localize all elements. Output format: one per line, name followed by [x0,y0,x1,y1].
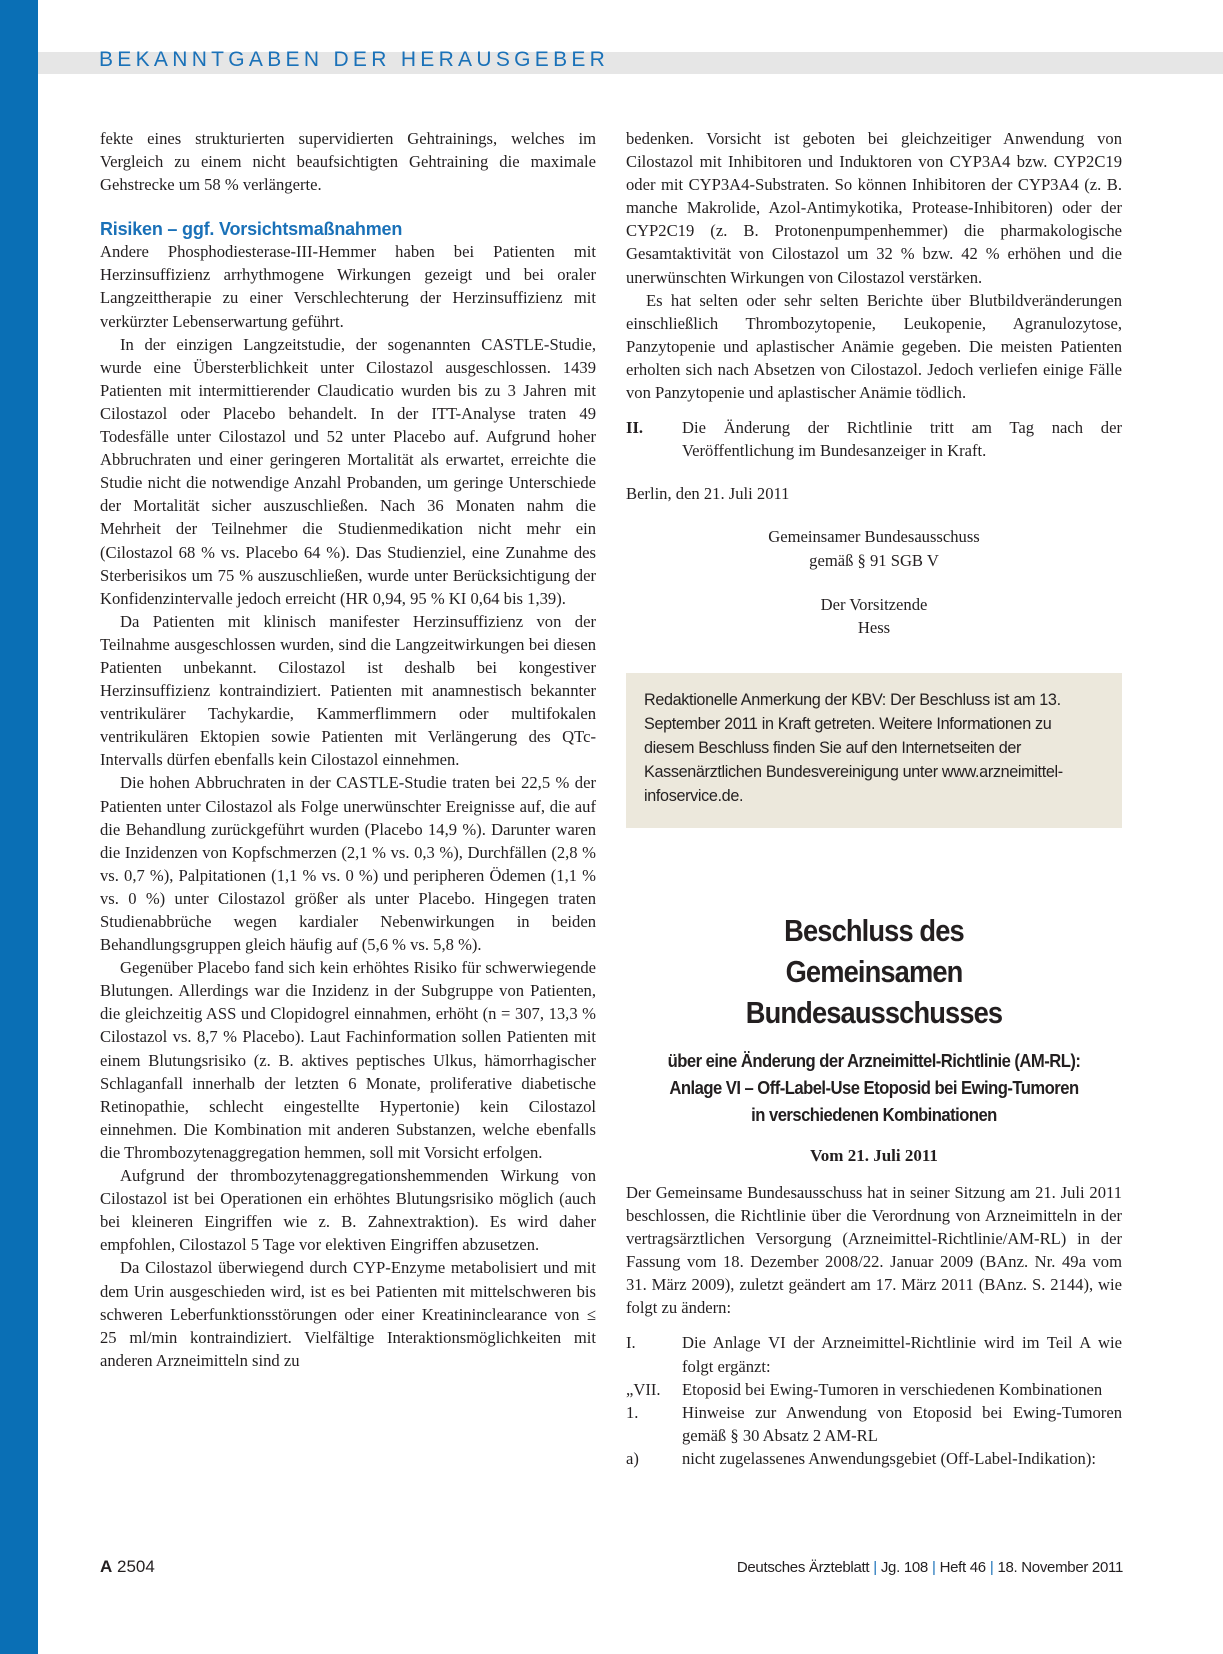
page-number-value: 2504 [117,1557,155,1576]
paragraph: fekte eines strukturierten supervidierten Gehtrainings, welches im Vergleich zu einem nicht beaufsichtigten Gehtraining die maximale Gehstrecke um 58 % verlängerte. [100,129,596,195]
list-item [626,1447,1122,1470]
signature-role: Der Vorsitzende [820,594,928,614]
item-text: Etoposid bei Ewing-Tumoren in verschiedenen Kombinationen [682,1379,1103,1399]
resolution-items [626,1331,1122,1470]
signature-organization: Gemeinsamer Bundesausschuss [768,527,980,547]
paragraph: Es hat selten oder sehr selten Berichte über Blutbildveränderungen einschließlich Thrombozytopenie, Leukopenie, Agranulozytose, Panzytopenie und aplastischer Anämie gegeben. Die meisten Patienten erholten sich nach Absetzen von Cilostazol. Jedoch verliefen einige Fälle von Panzytopenie und aplastischer Anämie tödlich. [626,290,1122,403]
journal-volume: Jg. 108 [880,1559,928,1576]
list-item [626,1331,1122,1377]
paragraph: Da Cilostazol überwiegend durch CYP-Enzyme metabolisiert und mit dem Urin ausgeschieden wird, ist es bei Patienten mit mittelschweren bis schweren Leberfunktionsstörungen oder einer Kreatininclearance von ≤ 25 ml/min kontraindiziert. Vielfältige Interaktionsmöglichkeiten mit anderen Arzneimitteln sind zu [100,1258,596,1370]
editorial-note-box: Redaktionelle Anmerkung der KBV: Der Beschluss ist am 13. September 2011 in Kraft getreten. Weitere Informationen zu diesem Beschluss finden Sie auf den Internetseiten der Kassenärztlichen Bundesvereinigung unter www.arzneimittel-infoservice.de. [626,673,1122,828]
resolution-subtitle [651,1047,1097,1128]
right-column [626,127,1122,1470]
resolution-intro: Der Gemeinsame Bundesausschuss hat in seiner Sitzung am 21. Juli 2011 beschlossen, die Richtlinie über die Verordnung von Arzneimitteln in der vertragsärztlichen Versorgung (Arzneimittel-Richtlinie/AM-RL) in der Fassung vom 18. Dezember 2008/22. Januar 2009 (BAnz. Nr. 49a vom 31. März 2009), zuletzt geändert am 17. März 2011 (BAnz. S. 2144), wie folgt zu ändern: [626,1182,1122,1318]
resolution-date: Vom 21. Juli 2011 [810,1145,938,1165]
resolution-subtitle-line: Anlage VI – Off-Label-Use Etoposid bei Ewing-Tumoren [669,1076,1079,1098]
item-label: 1. [626,1402,639,1422]
signature-name: Hess [857,617,891,637]
page-number [100,1557,155,1577]
separator: | [989,1559,994,1576]
journal-issue: Heft 46 [939,1559,986,1576]
page-prefix: A [100,1557,113,1576]
journal-date: 18. November 2011 [997,1559,1123,1576]
paragraph: bedenken. Vorsicht ist geboten bei gleichzeitiger Anwendung von Cilostazol mit Inhibitoren und Induktoren von CYP3A4 bzw. CYP2C19 oder mit CYP3A4-Substraten. So können Inhibitoren der CYP3A4 (z. B. manche Makrolide, Azol-Antimykotika, Protease-Inhibitoren) oder der CYP2C19 (z. B. Protonenpumpenhemmer) die pharmakologische Gesamtaktivität von Cilostazol um 32 % bzw. 42 % erhöhen und die unerwünschten Wirkungen von Cilostazol verstärken. [626,129,1122,287]
paragraph: Da Patienten mit klinisch manifester Herzinsuffizienz von der Teilnahme ausgeschlossen wurden, sind die Langzeitwirkungen bei diesen Patienten unbekannt. Cilostazol ist deshalb bei kongestiver Herzinsuffizienz kontraindiziert. Patienten mit anamnestisch bekannter ventrikulärer Tachykardie, Kammerflimmern oder multifokalen ventrikulären Ektopien sowie Patienten mit Verlängerung des QTc-Intervalls dürfen ebenfalls kein Cilostazol einnehmen. [100,611,596,770]
item-label: a) [626,1448,639,1468]
separator: | [931,1559,936,1576]
item-text: Die Anlage VI der Arzneimittel-Richtlinie wird im Teil A wie folgt ergänzt: [682,1333,1122,1376]
signature-organization-legal: gemäß § 91 SGB V [809,550,939,570]
resolution-subtitle-line: über eine Änderung der Arzneimittel-Richtlinie (AM-RL): [667,1049,1081,1071]
place-date: Berlin, den 21. Juli 2011 [626,484,790,504]
resolution-subtitle-line: in verschiedenen Kombinationen [751,1103,997,1125]
item-text: nicht zugelassenes Anwendungsgebiet (Off-Label-Indikation): [682,1448,1096,1468]
item-label: I. [626,1333,636,1353]
sidebar-color-bar [0,0,38,1654]
paragraph: Gegenüber Placebo fand sich kein erhöhtes Risiko für schwerwiegende Blutungen. Allerdings war die Inzidenz in der Subgruppe von Patienten, die gleichzeitig ASS und Clopidogrel einnahmen, erhöht (n = 307, 13,3 % Cilostazol vs. 8,7 % Placebo). Laut Fachinformation sollen Patienten mit einem Blutungsrisiko (z. B. aktives peptisches Ulkus, hämorrhagischer Schlaganfall innerhalb der letzten 6 Monate, proliferative diabetische Retinopathie, schlecht eingestellte Hypertonie) kein Cilostazol einnehmen. Die Kombination mit anderen Substanzen, welche ebenfalls die Thrombozytenaggregation hemmen, soll mit Vorsicht erfolgen. [100,958,596,1162]
section-heading: Risiken – ggf. Vorsichtsmaßnahmen [100,219,403,240]
item-text: Die Änderung der Richtlinie tritt am Tag nach der Veröffentlichung im Bundesanzeiger in Kraft. [682,418,1122,461]
paragraph: Andere Phosphodiesterase-III-Hemmer haben bei Patienten mit Herzinsuffizienz arrhythmogene Wirkungen gezeigt und bei oraler Langzeittherapie zu einer Verschlechterung der Herzinsuffizienz mit verkürzter Lebenserwartung geführt. [100,242,596,331]
numbered-item-ii [626,416,1122,462]
item-label: II. [626,418,644,438]
page-section-title: BEKANNTGABEN DER HERAUSGEBER [99,48,610,71]
journal-citation [737,1559,1123,1576]
left-column [100,127,596,1372]
resolution-title-line: Gemeinsamen Bundesausschusses [745,953,1003,1030]
list-item [626,1401,1122,1447]
resolution-title-line: Beschluss des [784,912,964,948]
resolution-title [656,910,1092,1033]
journal-name: Deutsches Ärzteblatt [736,1559,870,1576]
separator: | [873,1559,877,1576]
item-text: Hinweise zur Anwendung von Etoposid bei Ewing-Tumoren gemäß § 30 Absatz 2 AM-RL [682,1402,1122,1445]
item-label: „VII. [626,1379,661,1399]
list-item [626,1378,1122,1401]
paragraph: In der einzigen Langzeitstudie, der sogenannten CASTLE-Studie, wurde eine Übersterblichkeit unter Cilostazol ausgeschlossen. 1439 Patienten mit intermittierender Claudicatio wurden bis zu 3 Jahren mit Cilostazol oder Placebo behandelt. In der ITT-Analyse traten 49 Todesfälle unter Cilostazol und 52 unter Placebo auf. Aufgrund hoher Abbruchraten und einer geringeren Mortalität als erwartet, erreichte die Studie nicht die notwendige Anzahl Probanden, um geringe Unterschiede der Mortalität sicher auszuschließen. Nach 36 Monaten nahm die Mehrheit der Teilnehmer die Studienmedikation nicht mehr ein (Cilostazol 68 % vs. Placebo 64 %). Das Studienziel, eine Zunahme des Sterberisikos um 75 % auszuschließen, wurde unter Berücksichtigung der Konfidenzintervalle jedoch erreicht (HR 0,94, 95 % KI 0,64 bis 1,39). [100,334,596,608]
paragraph: Die hohen Abbruchraten in der CASTLE-Studie traten bei 22,5 % der Patienten unter Cilostazol als Folge unerwünschter Ereignisse auf, die auf die Behandlung zurückgeführt wurden (Placebo 14,9 %). Darunter waren die Inzidenzen von Kopfschmerzen (2,1 % vs. 0,3 %), Durchfällen (2,8 % vs. 0,7 %), Palpitationen (1,1 % vs. 0 %) und peripheren Ödemen (1,1 % vs. 0 %) unter Cilostazol größer als unter Placebo. Hingegen traten Studienabbrüche wegen kardialer Nebenwirkungen in beiden Behandlungsgruppen gleich häufig auf (5,6 % vs. 5,8 %). [100,773,596,955]
paragraph: Aufgrund der thrombozytenaggregationshemmenden Wirkung von Cilostazol ist bei Operationen ein erhöhtes Blutungsrisiko möglich (auch bei kleineren Eingriffen wie z. B. Zahnextraktion). Es wird daher empfohlen, Cilostazol 5 Tage vor elektiven Eingriffen abzusetzen. [100,1166,596,1255]
